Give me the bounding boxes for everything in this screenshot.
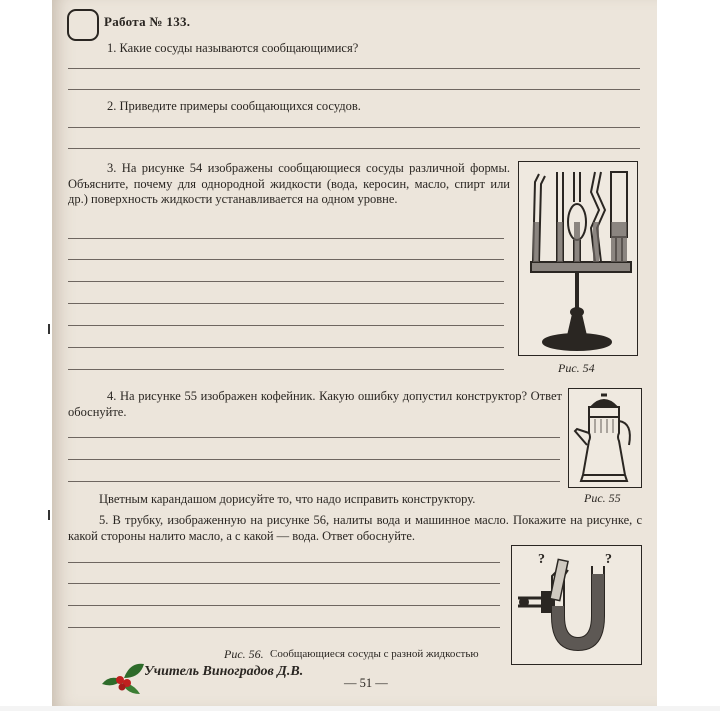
answer-line <box>68 369 504 370</box>
question-4: 4. На рисунке 55 изображен кофейник. Какую ошибку допустил конструктор? Ответ обоснуйте. <box>68 389 562 419</box>
answer-line <box>68 627 500 628</box>
margin-mark <box>48 324 50 334</box>
answer-line <box>68 238 504 239</box>
figure-55-frame <box>568 388 642 488</box>
bottom-edge <box>0 706 720 711</box>
work-title: Работа № 133. <box>104 14 191 29</box>
answer-line <box>68 459 560 460</box>
answer-line <box>68 303 504 304</box>
figure-56-frame <box>511 545 642 665</box>
question-2: 2. Приведите примеры сообщающихся сосудов. <box>107 99 361 113</box>
figure-54-frame <box>518 161 638 356</box>
answer-line <box>68 325 504 326</box>
u-tube-illustration <box>512 546 641 664</box>
question-1: 1. Какие сосуды называются сообщающимися? <box>107 41 359 55</box>
question-5: 5. В трубку, изображенную на рисунке 56, налиты вода и машинное масло. Покажите на рисунке, с какой стороны налито масло, а с какой — вода. Ответ обоснуйте. <box>68 513 642 543</box>
answer-line <box>68 127 640 128</box>
answer-line <box>68 562 500 563</box>
answer-line <box>68 605 500 606</box>
figure-56-right-question-mark: ? <box>605 552 612 567</box>
workbook-page <box>52 0 657 706</box>
figure-55-caption: Рис. 55 <box>584 491 621 505</box>
answer-line <box>68 148 640 149</box>
margin-mark <box>48 510 50 520</box>
title-badge-icon <box>67 9 99 41</box>
answer-line <box>68 347 504 348</box>
answer-line <box>68 481 560 482</box>
question-4-extra: Цветным карандашом дорисуйте то, что надо исправить конструктору. <box>99 492 476 506</box>
figure-56-caption: Рис. 56. <box>224 647 264 661</box>
answer-line <box>68 68 640 69</box>
coffee-pot-illustration <box>569 389 641 487</box>
page-number: — 51 — <box>344 676 388 690</box>
figure-54-caption: Рис. 54 <box>558 361 595 375</box>
communicating-vessels-illustration <box>519 162 637 355</box>
question-3: 3. На рисунке 54 изображены сообщающиеся сосуды различной формы. Объясните, почему для однородной жидкости (вода, керосин, масло, спирт или др.) поверхность жидкости устанавливается на одном уровне. <box>68 161 510 206</box>
answer-line <box>68 89 640 90</box>
teacher-signature: Учитель Виноградов Д.В. <box>144 664 304 679</box>
answer-line <box>68 437 560 438</box>
holly-leaves-icon <box>100 656 148 696</box>
figure-56-left-question-mark: ? <box>538 552 545 567</box>
answer-line <box>68 583 500 584</box>
figure-56-subtitle: Сообщающиеся сосуды с разной жидкостью <box>270 648 479 660</box>
answer-line <box>68 259 504 260</box>
answer-line <box>68 281 504 282</box>
